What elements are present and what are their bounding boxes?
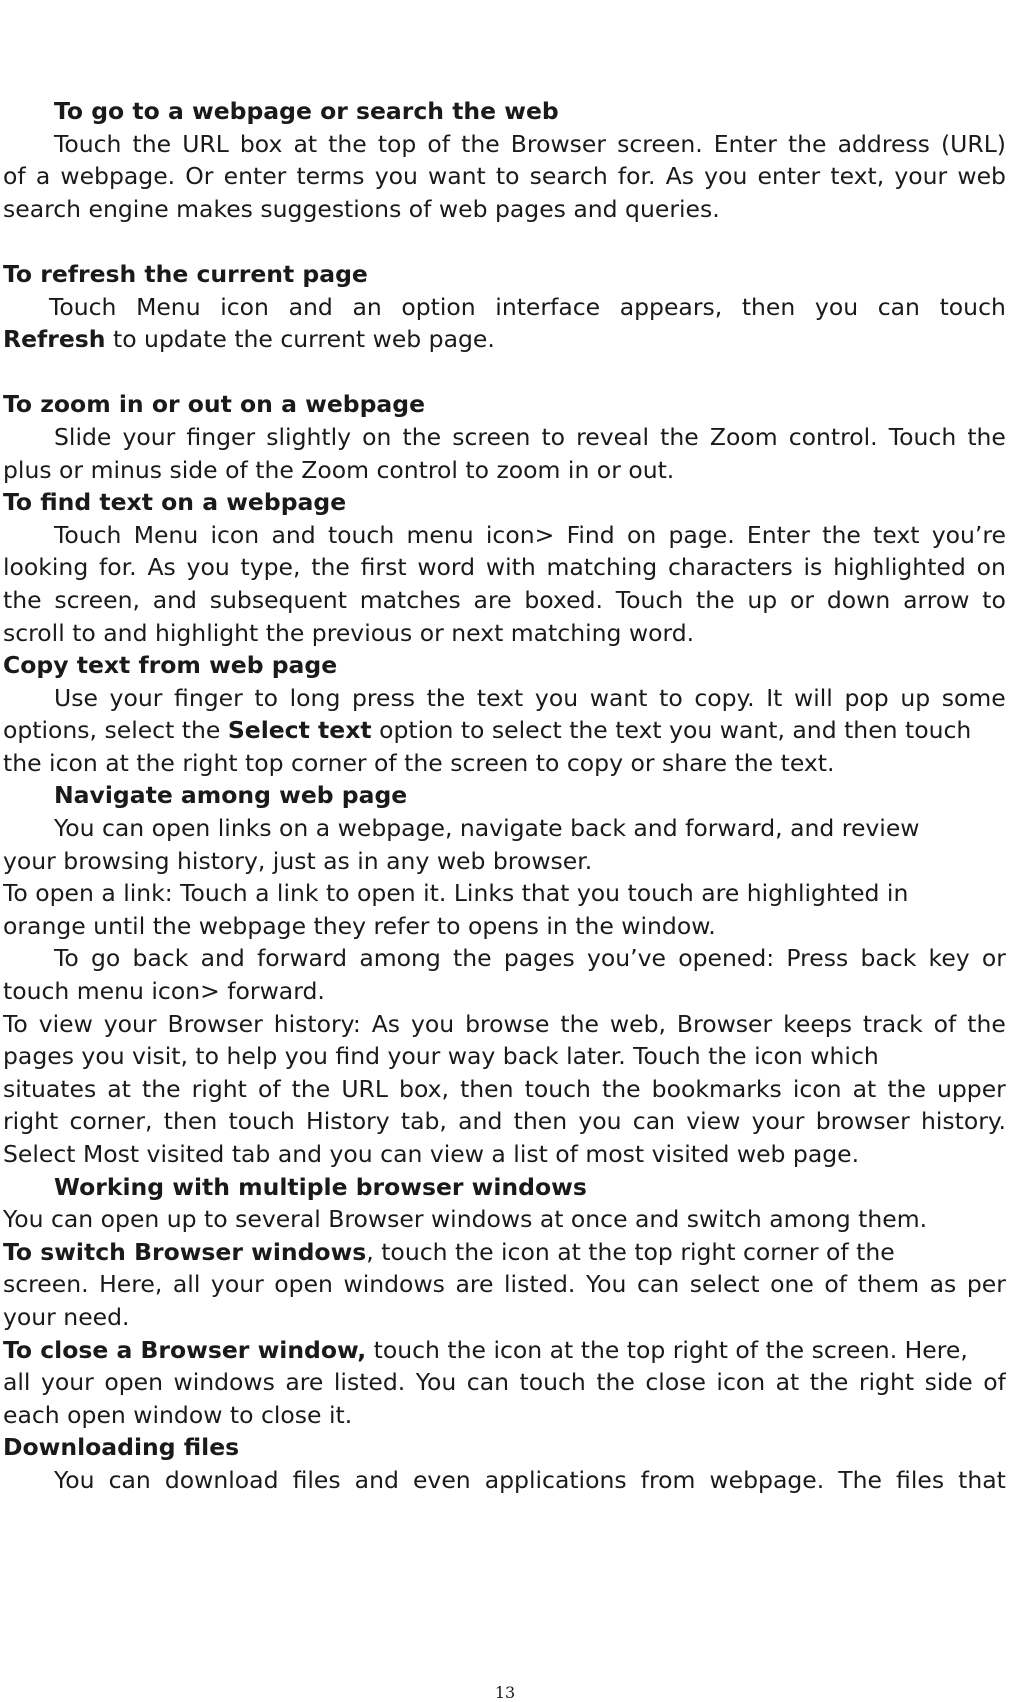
word: the [967, 422, 1006, 451]
para-line [3, 714, 1006, 747]
word: text, [830, 162, 885, 191]
word: will [794, 683, 833, 712]
word: files [292, 1465, 341, 1494]
word: opened: [678, 944, 775, 973]
word: URL [182, 129, 229, 158]
word: the [602, 1074, 641, 1103]
word: To [54, 944, 79, 973]
word: and [152, 585, 197, 614]
word: of [933, 1009, 957, 1038]
word: windows [173, 1368, 275, 1397]
word: all [172, 1270, 201, 1299]
word: you [374, 162, 418, 191]
word: box, [399, 1074, 449, 1103]
word: them [857, 1270, 920, 1299]
word: the [328, 129, 367, 158]
word: the [453, 944, 492, 973]
para-line: To open a link: Touch a link to open it. Links that you touch are highlighted in [3, 879, 909, 908]
word: (URL) [941, 129, 1006, 158]
word: then [741, 292, 796, 321]
word: finger [174, 683, 243, 712]
word: back [132, 944, 189, 973]
word: looking [3, 553, 89, 582]
word: webpage. [709, 1465, 825, 1494]
word: web, [609, 1009, 666, 1038]
word: Menu [133, 520, 199, 549]
bold-term-switch-windows: To switch Browser windows [3, 1237, 367, 1266]
word: you [534, 683, 579, 712]
word: page. [668, 520, 735, 549]
word: touch [327, 520, 395, 549]
word: subsequent [209, 585, 347, 614]
word: icon [716, 1368, 766, 1397]
word: select [689, 1270, 760, 1299]
word: as [929, 1270, 957, 1299]
word: webpage. [60, 162, 176, 191]
word: Zoom [709, 422, 778, 451]
word: History [306, 1107, 390, 1136]
word: Or [185, 162, 214, 191]
word: upper [937, 1074, 1006, 1103]
word: can [466, 1368, 509, 1397]
word: on [976, 553, 1006, 582]
word: characters [667, 553, 793, 582]
word: for. [617, 162, 656, 191]
word: for. [99, 553, 137, 582]
word: back [860, 944, 917, 973]
word: your [210, 1270, 264, 1299]
word: up [900, 683, 931, 712]
word: right [858, 1368, 915, 1397]
word: view [686, 1107, 741, 1136]
word: Press [786, 944, 849, 973]
word: It [766, 683, 783, 712]
word: side [924, 1368, 973, 1397]
word: address [837, 129, 930, 158]
word: Touch [54, 520, 122, 549]
para-line [3, 128, 1006, 161]
word: the [787, 129, 827, 158]
para-line: scroll to and highlight the previous or next matching word. [3, 618, 695, 647]
blank-line [3, 225, 1006, 258]
word: you’ve [586, 944, 666, 973]
word: screen. [617, 129, 703, 158]
word: right [3, 1107, 59, 1136]
word: the [887, 1074, 926, 1103]
word: can [108, 1465, 151, 1494]
word: view [38, 1009, 93, 1038]
para-line: You can open links on a webpage, navigate back and forward, and review [54, 814, 920, 843]
word: at [107, 1074, 131, 1103]
word: from [640, 1465, 696, 1494]
blank-line [3, 356, 1006, 389]
word: icon [220, 292, 269, 321]
word: history. [921, 1107, 1006, 1136]
word: windows [343, 1270, 445, 1299]
para-line [3, 1334, 1006, 1367]
word: your [109, 683, 163, 712]
word: of [257, 1074, 281, 1103]
word: The [838, 1465, 882, 1494]
word: your [751, 1107, 805, 1136]
para-line: each open window to close it. [3, 1400, 353, 1429]
word: Slide [54, 422, 112, 451]
para-line [3, 682, 1006, 715]
word: boxed. [524, 585, 603, 614]
para-text: options, select the [3, 716, 228, 745]
word: URL [341, 1074, 388, 1103]
word: icon> [485, 520, 555, 549]
para-line: orange until the webpage they refer to opens in the window. [3, 911, 716, 940]
word: history: [273, 1009, 361, 1038]
word: appears, [619, 292, 723, 321]
word: right [191, 1074, 247, 1103]
word: search [529, 162, 608, 191]
word: matches [359, 585, 461, 614]
word: text [476, 683, 524, 712]
word: browser [815, 1107, 910, 1136]
word: Touch [615, 585, 684, 614]
para-line: your need. [3, 1302, 130, 1331]
word: the [141, 1074, 181, 1103]
word: matching [546, 553, 658, 582]
word: Browser [167, 1009, 263, 1038]
para-line [3, 1105, 1006, 1138]
word: You [54, 1465, 95, 1494]
word: open [274, 1270, 333, 1299]
word: key [928, 944, 970, 973]
word: Touch [888, 422, 957, 451]
word: touch [228, 1107, 295, 1136]
para-text: , touch the icon at the top right corner of the [366, 1237, 895, 1266]
word: type, [240, 553, 301, 582]
word: your [103, 1009, 157, 1038]
word: at [293, 129, 318, 158]
word: forward [257, 944, 348, 973]
para-line: Select Most visited tab and you can view a list of most visited web page. [3, 1140, 860, 1168]
word: finger [186, 422, 256, 451]
word: or [981, 944, 1006, 973]
word: Browser [676, 1009, 773, 1038]
word: all [3, 1368, 31, 1397]
word: then [163, 1107, 218, 1136]
page-number: 13 [494, 1683, 516, 1702]
word: touch [524, 1074, 591, 1103]
word: As [371, 1009, 401, 1038]
para-line [3, 1073, 1006, 1106]
word: download [164, 1465, 279, 1494]
para-text: to update the current web page. [105, 325, 495, 354]
para-line: You can open up to several Browser windows at once and switch among them. [3, 1205, 928, 1234]
word: your [40, 1368, 94, 1397]
word: web [957, 162, 1006, 191]
para-line: pages you visit, to help you find your way back later. Touch the icon which [3, 1042, 879, 1071]
word: Touch [49, 292, 117, 321]
word: and [271, 520, 316, 549]
para-line: search engine makes suggestions of web pages and queries. [3, 194, 720, 223]
word: first [360, 553, 407, 582]
word: bookmarks [651, 1074, 782, 1103]
word: track [862, 1009, 923, 1038]
word: the [822, 520, 861, 549]
word: then [460, 1074, 514, 1103]
word: want [589, 683, 648, 712]
word: up [747, 585, 778, 614]
word: the [132, 129, 172, 158]
para-line [3, 1268, 1006, 1301]
word: To [3, 1009, 28, 1038]
heading-zoom: To zoom in or out on a webpage [3, 390, 426, 419]
word: open [104, 1368, 163, 1397]
word: you [410, 1009, 455, 1038]
word: the [402, 422, 442, 451]
word: and [458, 1107, 503, 1136]
word: at [852, 1074, 877, 1103]
document-page [3, 95, 1006, 1497]
word: screen [452, 422, 531, 451]
word: can [877, 292, 920, 321]
word: one [770, 1270, 814, 1299]
para-line: your browsing history, just as in any web browser. [3, 846, 593, 875]
word: the [3, 585, 42, 614]
word: touch [519, 1368, 586, 1397]
word: You [415, 1368, 457, 1397]
word: the [660, 422, 699, 451]
word: a [35, 162, 51, 191]
heading-refresh: To refresh the current page [3, 259, 368, 288]
word: is [803, 553, 823, 582]
word: Touch [54, 129, 122, 158]
word: Use [54, 683, 98, 712]
word: the [311, 553, 350, 582]
bold-term-close-window: To close a Browser window, [3, 1335, 367, 1364]
word: icon [210, 520, 260, 549]
word: applications [484, 1465, 627, 1494]
word: then [513, 1107, 568, 1136]
word: the [560, 1009, 599, 1038]
word: corner, [69, 1107, 153, 1136]
para-line [3, 1366, 1006, 1399]
word: reveal [576, 422, 650, 451]
para-line [3, 942, 1006, 975]
para-line [3, 1464, 1006, 1497]
word: of [824, 1270, 848, 1299]
word: close [645, 1368, 706, 1397]
word: highlighted [833, 553, 966, 582]
word: word [417, 553, 476, 582]
para-line [3, 1008, 1006, 1041]
heading-find-text: To find text on a webpage [3, 488, 347, 517]
para-line: touch menu icon> forward. [3, 977, 325, 1006]
word: at [775, 1368, 800, 1397]
word: touch [939, 292, 1006, 321]
word: some [941, 683, 1006, 712]
word: of [427, 129, 451, 158]
word: tab, [400, 1107, 447, 1136]
word: As [147, 553, 176, 582]
para-line: the icon at the right top corner of the screen to copy or share the text. [3, 748, 835, 777]
heading-navigate: Navigate among web page [54, 781, 408, 810]
word: the [696, 585, 735, 614]
bold-term-refresh: Refresh [3, 325, 106, 354]
word: arrow [903, 585, 970, 614]
heading-multiple-windows: Working with multiple browser windows [54, 1172, 587, 1201]
word: the [967, 1009, 1006, 1038]
word: to [254, 683, 278, 712]
word: to [982, 585, 1006, 614]
word: browse [465, 1009, 550, 1038]
word: of [983, 1368, 1006, 1397]
word: pages [503, 944, 575, 973]
para-line [3, 323, 1006, 356]
word: copy. [694, 683, 755, 712]
word: the [426, 683, 466, 712]
word: down [826, 585, 891, 614]
word: among [359, 944, 441, 973]
word: Enter [713, 129, 777, 158]
word: are [285, 1368, 324, 1397]
word: files [896, 1465, 945, 1494]
word: the [461, 129, 500, 158]
word: Here, [99, 1270, 163, 1299]
word: text [873, 520, 920, 549]
word: and [354, 1465, 399, 1494]
word: and [200, 944, 245, 973]
para-line [3, 519, 1006, 552]
word: screen. [3, 1270, 89, 1299]
word: of [3, 162, 26, 191]
word: Browser [510, 129, 607, 158]
heading-copy-text: Copy text from web page [3, 651, 338, 680]
para-line [3, 291, 1006, 324]
word: long [289, 683, 341, 712]
para-line [3, 551, 1006, 584]
word: option [401, 292, 476, 321]
para-text: touch the icon at the top right of the screen. Here, [366, 1335, 968, 1364]
word: with [485, 553, 536, 582]
word: box [239, 129, 283, 158]
para-line [3, 421, 1006, 454]
word: interface [495, 292, 601, 321]
word: your [894, 162, 948, 191]
word: control. [788, 422, 878, 451]
word: icon [792, 1074, 842, 1103]
word: your [122, 422, 176, 451]
para-text: option to select the text you want, and then touch [371, 716, 972, 745]
bold-term-select-text: Select text [227, 716, 372, 745]
word: an [352, 292, 382, 321]
word: you [578, 1107, 622, 1136]
word: the [809, 1368, 849, 1397]
word: want [428, 162, 486, 191]
word: Enter [746, 520, 810, 549]
word: screen, [54, 585, 140, 614]
word: pop [844, 683, 889, 712]
word: menu [406, 520, 474, 549]
word: keeps [783, 1009, 852, 1038]
word: the [596, 1368, 635, 1397]
para-line [3, 1236, 1006, 1269]
word: to [495, 162, 520, 191]
word: top [377, 129, 417, 158]
word: Find [566, 520, 615, 549]
word: and [288, 292, 333, 321]
heading-go-to-webpage: To go to a webpage or search the web [54, 97, 559, 125]
word: can [632, 1107, 675, 1136]
word: per [966, 1270, 1006, 1299]
word: you [186, 553, 230, 582]
word: even [412, 1465, 471, 1494]
word: As [665, 162, 695, 191]
word: or [790, 585, 815, 614]
word: press [352, 683, 416, 712]
word: are [455, 1270, 494, 1299]
word: listed. [504, 1270, 576, 1299]
word: to [659, 683, 683, 712]
word: Menu [136, 292, 201, 321]
para-line [3, 584, 1006, 617]
word: enter [757, 162, 821, 191]
word: you [704, 162, 748, 191]
word: terms [296, 162, 365, 191]
word: to [541, 422, 566, 451]
word: that [958, 1465, 1006, 1494]
word: you [814, 292, 859, 321]
heading-downloading: Downloading files [3, 1433, 240, 1462]
word: you’re [931, 520, 1006, 549]
word: on [626, 520, 657, 549]
word: listed. [333, 1368, 406, 1397]
word: slightly [266, 422, 352, 451]
word: enter [223, 162, 287, 191]
word: go [90, 944, 121, 973]
word: on [362, 422, 392, 451]
word: are [473, 585, 512, 614]
word: situates [3, 1074, 97, 1103]
word: can [637, 1270, 680, 1299]
para-line: plus or minus side of the Zoom control to zoom in or out. [3, 455, 675, 484]
word: You [585, 1270, 627, 1299]
para-line [3, 160, 1006, 193]
word: the [291, 1074, 331, 1103]
